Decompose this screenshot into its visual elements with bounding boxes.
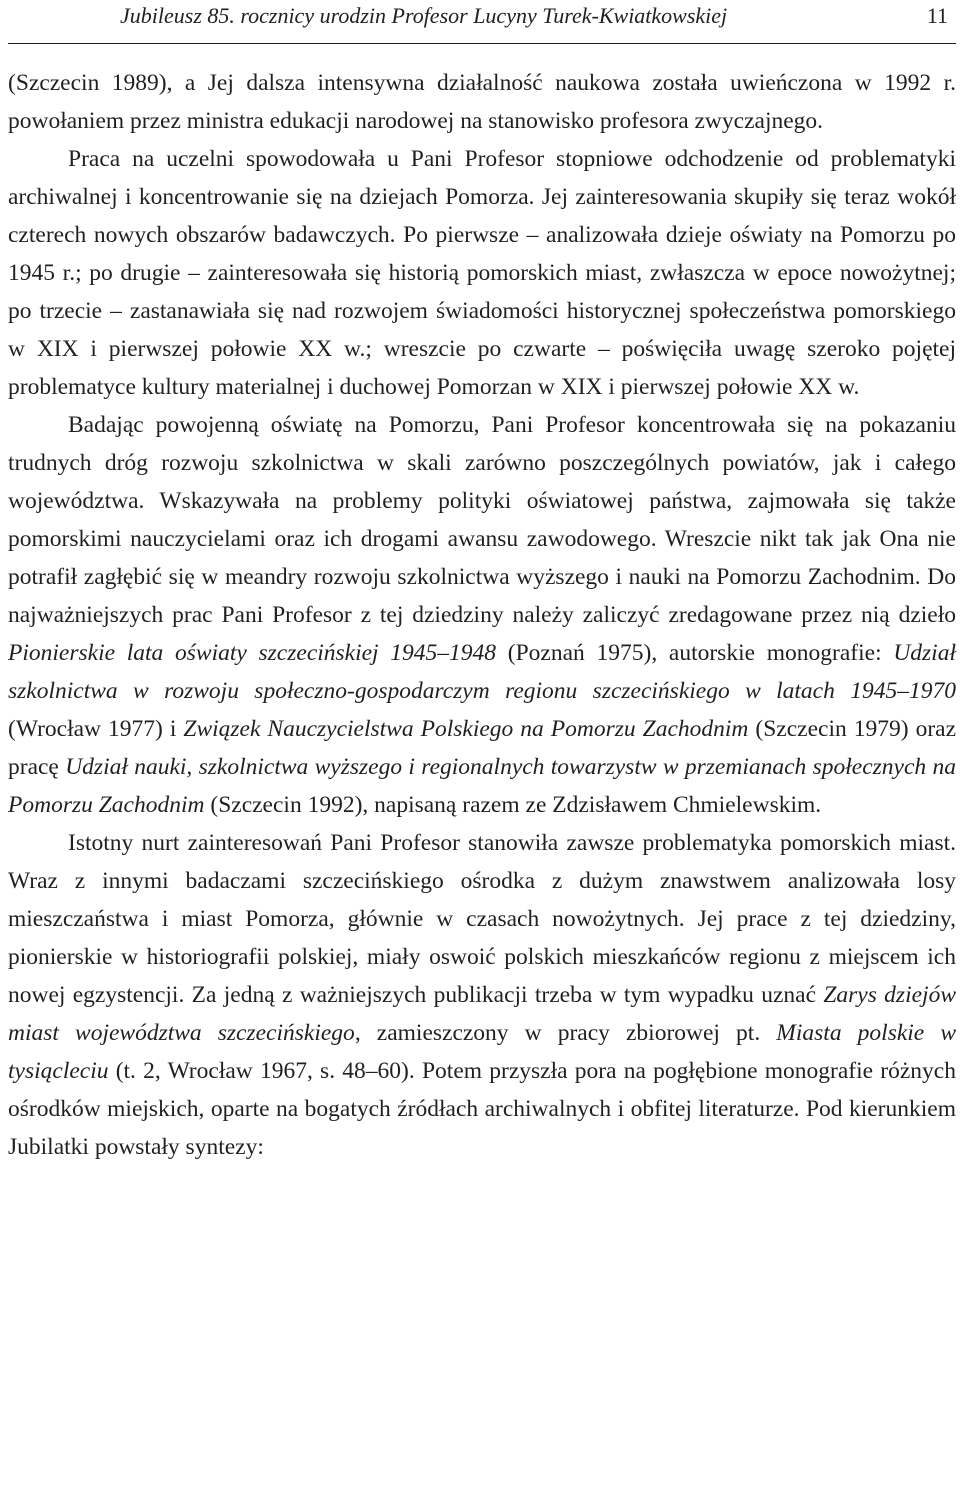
body-text [8, 64, 956, 1166]
italic-title-text: Pionierskie lata oświaty szczecińskiej 1945–1948 [8, 640, 497, 666]
paragraph-text: , zamieszczony w pracy zbiorowej pt. [354, 1020, 777, 1046]
paragraph-text: Badając powojenną oświatę na Pomorzu, Pani Profesor koncentrowała się na pokazaniu trudnych dróg rozwoju szkolnictwa w skali zarówno poszczególnych powiatów, jak i całego województwa. Wskazywała na problemy polityki oświatowej państwa, zajmowała się także pomorskimi nauczycielami oraz ich drogami awansu zawodowego. Wreszcie nikt tak jak Ona nie potrafił zagłębić się w meandry rozwoju szkolnictwa wyższego i nauki na Pomorzu Zachodnim. Do najważniejszych prac Pani Profesor z tej dziedziny należy zaliczyć zredagowane przez nią dzieło [8, 412, 956, 628]
paragraph-text: (Szczecin 1992), napisaną razem ze Zdzisławem Chmielewskim. [204, 792, 822, 818]
italic-title-text: Udział szkolnictwa w rozwoju społeczno-gospodarczym regionu szczecińskiego w latach 1945–1970 [8, 640, 956, 704]
running-header [120, 0, 948, 38]
paragraph [8, 406, 956, 824]
paragraph [8, 824, 956, 1166]
paragraph-text: Praca na uczelni spowodowała u Pani Profesor stopniowe odchodzenie od problematyki archiwalnej i koncentrowanie się na dziejach Pomorza. Jej zainteresowania skupiły się teraz wokół czterech nowych obszarów badawczych. Po pierwsze – analizowała dzieje oświaty na Pomorzu po 1945 r.; po drugie – zainteresowała się historią pomorskich miast, zwłaszcza w epoce nowożytnej; po trzecie – zastanawiała się nad rozwojem świadomości historycznej społeczeństwa pomorskiego w XIX i pierwszej połowie XX w.; wreszcie po czwarte – poświęciła uwagę szeroko pojętej problematyce kultury materialnej i duchowej Pomorzan w XIX i pierwszej połowie XX w. [8, 146, 956, 400]
header-rule [8, 43, 956, 44]
running-header-title: Jubileusz 85. rocznicy urodzin Profesor Lucyny Turek-Kwiatkowskiej [120, 3, 728, 28]
italic-title-text: Związek Nauczycielstwa Polskiego na Pomorzu Zachodnim [183, 716, 749, 742]
italic-title-text: Miasta polskie w tysiącleciu [8, 1020, 956, 1084]
italic-title-text: Udział nauki, szkolnictwa wyższego i regionalnych towarzystw w przemianach społecznych na Pomorzu Zachodnim [8, 754, 956, 818]
italic-title-text: Zarys dziejów miast województwa szczecińskiego [8, 982, 956, 1046]
paragraph-text: (Szczecin 1989), a Jej dalsza intensywna działalność naukowa została uwieńczona w 1992 r. powołaniem przez ministra edukacji narodowej na stanowisko profesora zwyczajnego. [8, 70, 956, 134]
paragraph-text: (Poznań 1975), autorskie monografie: [496, 640, 894, 666]
paragraph-text: (Wrocław 1977) i [8, 716, 184, 742]
paragraph [8, 64, 956, 140]
paragraph-text: Istotny nurt zainteresowań Pani Profesor stanowiła zawsze problematyka pomorskich miast. Wraz z innymi badaczami szczecińskiego ośrodka z dużym znawstwem analizowała losy mieszczaństwa i miast Pomorza, głównie w czasach nowożytnych. Jej prace z tej dziedziny, pionierskie w historiografii polskiej, miały oswoić polskich mieszkańców regionu z miejscem ich nowej egzystencji. Za jedną z ważniejszych publikacji trzeba w tym wypadku uznać [8, 830, 956, 1008]
page-number: 11 [926, 3, 948, 28]
paragraph [8, 140, 956, 406]
paragraph-text: (t. 2, Wrocław 1967, s. 48–60). Potem przyszła pora na pogłębione monografie różnych ośrodków miejskich, oparte na bogatych źródłach archiwalnych i obfitej literaturze. Pod kierunkiem Jubilatki powstały syntezy: [8, 1058, 956, 1160]
paragraph-text: (Szczecin 1979) oraz pracę [8, 716, 957, 780]
